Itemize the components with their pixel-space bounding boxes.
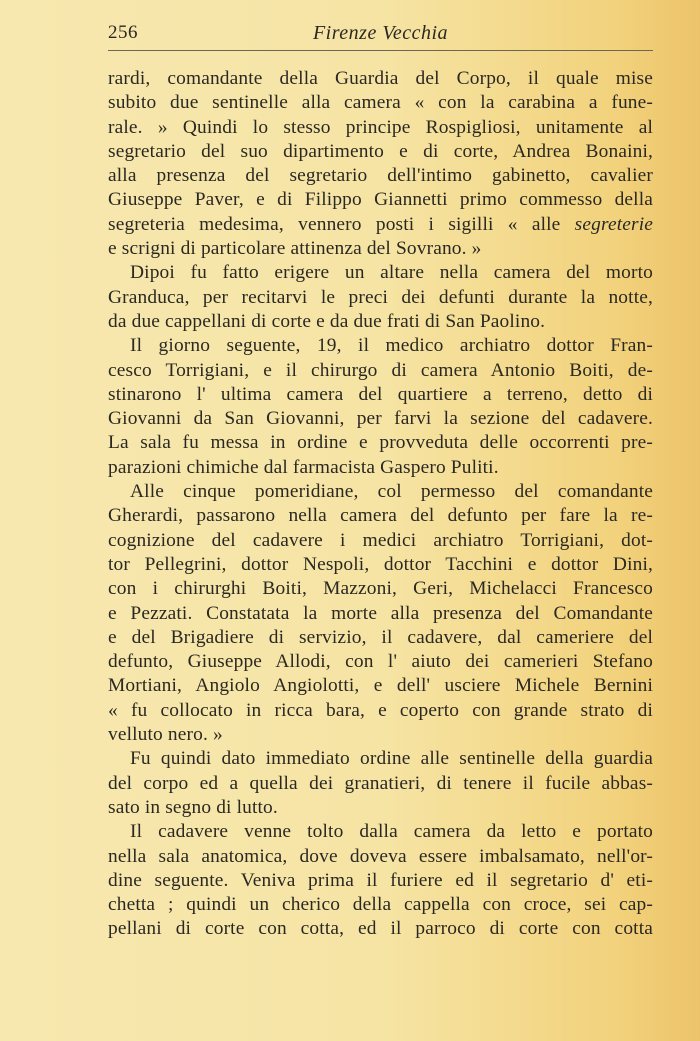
text-segment: segreteria medesima, vennero posti i sigilli « alle: [108, 213, 575, 235]
text-line: nella sala anatomica, dove doveva essere imbalsamato, nell'or-: [108, 845, 653, 867]
text-line: « fu collocato in ricca bara, e coperto con grande strato di: [108, 699, 653, 721]
body-text: [108, 67, 653, 942]
text-line: Il cadavere venne tolto dalla camera da letto e portato: [130, 821, 653, 843]
text-line: alla presenza del segretario dell'intimo gabinetto, cavalier: [108, 165, 653, 187]
text-line: velluto nero. »: [108, 724, 223, 746]
text-line: Mortiani, Angiolo Angiolotti, e dell' usciere Michele Bernini: [108, 675, 653, 697]
text-line: tor Pellegrini, dottor Nespoli, dottor Tacchini e dottor Dini,: [108, 553, 653, 575]
italic-word: segreterie: [574, 213, 653, 235]
text-line: Giuseppe Paver, e di Filippo Giannetti primo commesso della: [108, 189, 653, 211]
text-line: e Pezzati. Constatata la morte alla presenza del Comandante: [108, 602, 653, 624]
text-line: La sala fu messa in ordine e provveduta delle occorrenti pre-: [108, 432, 653, 454]
text-line: chetta ; quindi un cherico della cappella con croce, sei cap-: [108, 894, 653, 916]
text-line: stinarono l' ultima camera del quartiere a terreno, detto di: [108, 383, 653, 405]
text-line: da due cappellani di corte e da due frati di San Paolino.: [108, 310, 546, 332]
text-line: e scrigni di particolare attinenza del Sovrano. »: [108, 238, 482, 260]
text-line: rardi, comandante della Guardia del Corpo, il quale mise: [108, 68, 653, 89]
text-line: [108, 213, 653, 237]
running-title: Firenze Vecchia: [312, 22, 449, 44]
page-number: 256: [108, 22, 138, 43]
text-line: dine seguente. Veniva prima il furiere ed il segretario d' eti-: [108, 869, 653, 891]
text-line: Granduca, per recitarvi le preci dei defunti durante la notte,: [108, 286, 653, 308]
text-line: Fu quindi dato immediato ordine alle sentinelle della guardia: [130, 748, 653, 770]
text-line: defunto, Giuseppe Allodi, con l' aiuto dei camerieri Stefano: [108, 651, 653, 673]
text-line: pellani di corte con cotta, ed il parroco di corte con cotta: [108, 918, 653, 940]
page-header: [108, 22, 653, 46]
text-line: del corpo ed a quella dei granatieri, di tenere il fucile abbas-: [108, 772, 653, 794]
text-line: Gherardi, passarono nella camera del defunto per fare la re-: [108, 505, 653, 527]
text-line: Giovanni da San Giovanni, per farvi la sezione del cadavere.: [108, 408, 653, 430]
text-line: Dipoi fu fatto erigere un altare nella camera del morto: [130, 262, 653, 284]
text-line: con i chirurghi Boiti, Mazzoni, Geri, Michelacci Francesco: [108, 578, 653, 600]
header-rule: [108, 50, 653, 51]
text-line: cesco Torrigiani, e il chirurgo di camera Antonio Boiti, de-: [108, 359, 653, 381]
text-line: sato in segno di lutto.: [108, 796, 278, 818]
text-line: Alle cinque pomeridiane, col permesso del comandante: [130, 481, 653, 503]
text-line: e del Brigadiere di servizio, il cadavere, dal cameriere del: [108, 626, 653, 648]
text-line: Il giorno seguente, 19, il medico archiatro dottor Fran-: [130, 335, 653, 357]
text-line: cognizione del cadavere i medici archiatro Torrigiani, dot-: [108, 529, 653, 551]
text-line: subito due sentinelle alla camera « con la carabina a fune-: [108, 92, 653, 114]
text-line: rale. » Quindi lo stesso principe Rospigliosi, unitamente al: [108, 116, 653, 138]
text-line: segretario del suo dipartimento e di corte, Andrea Bonaini,: [108, 140, 653, 162]
text-line: parazioni chimiche dal farmacista Gaspero Puliti.: [108, 456, 499, 478]
